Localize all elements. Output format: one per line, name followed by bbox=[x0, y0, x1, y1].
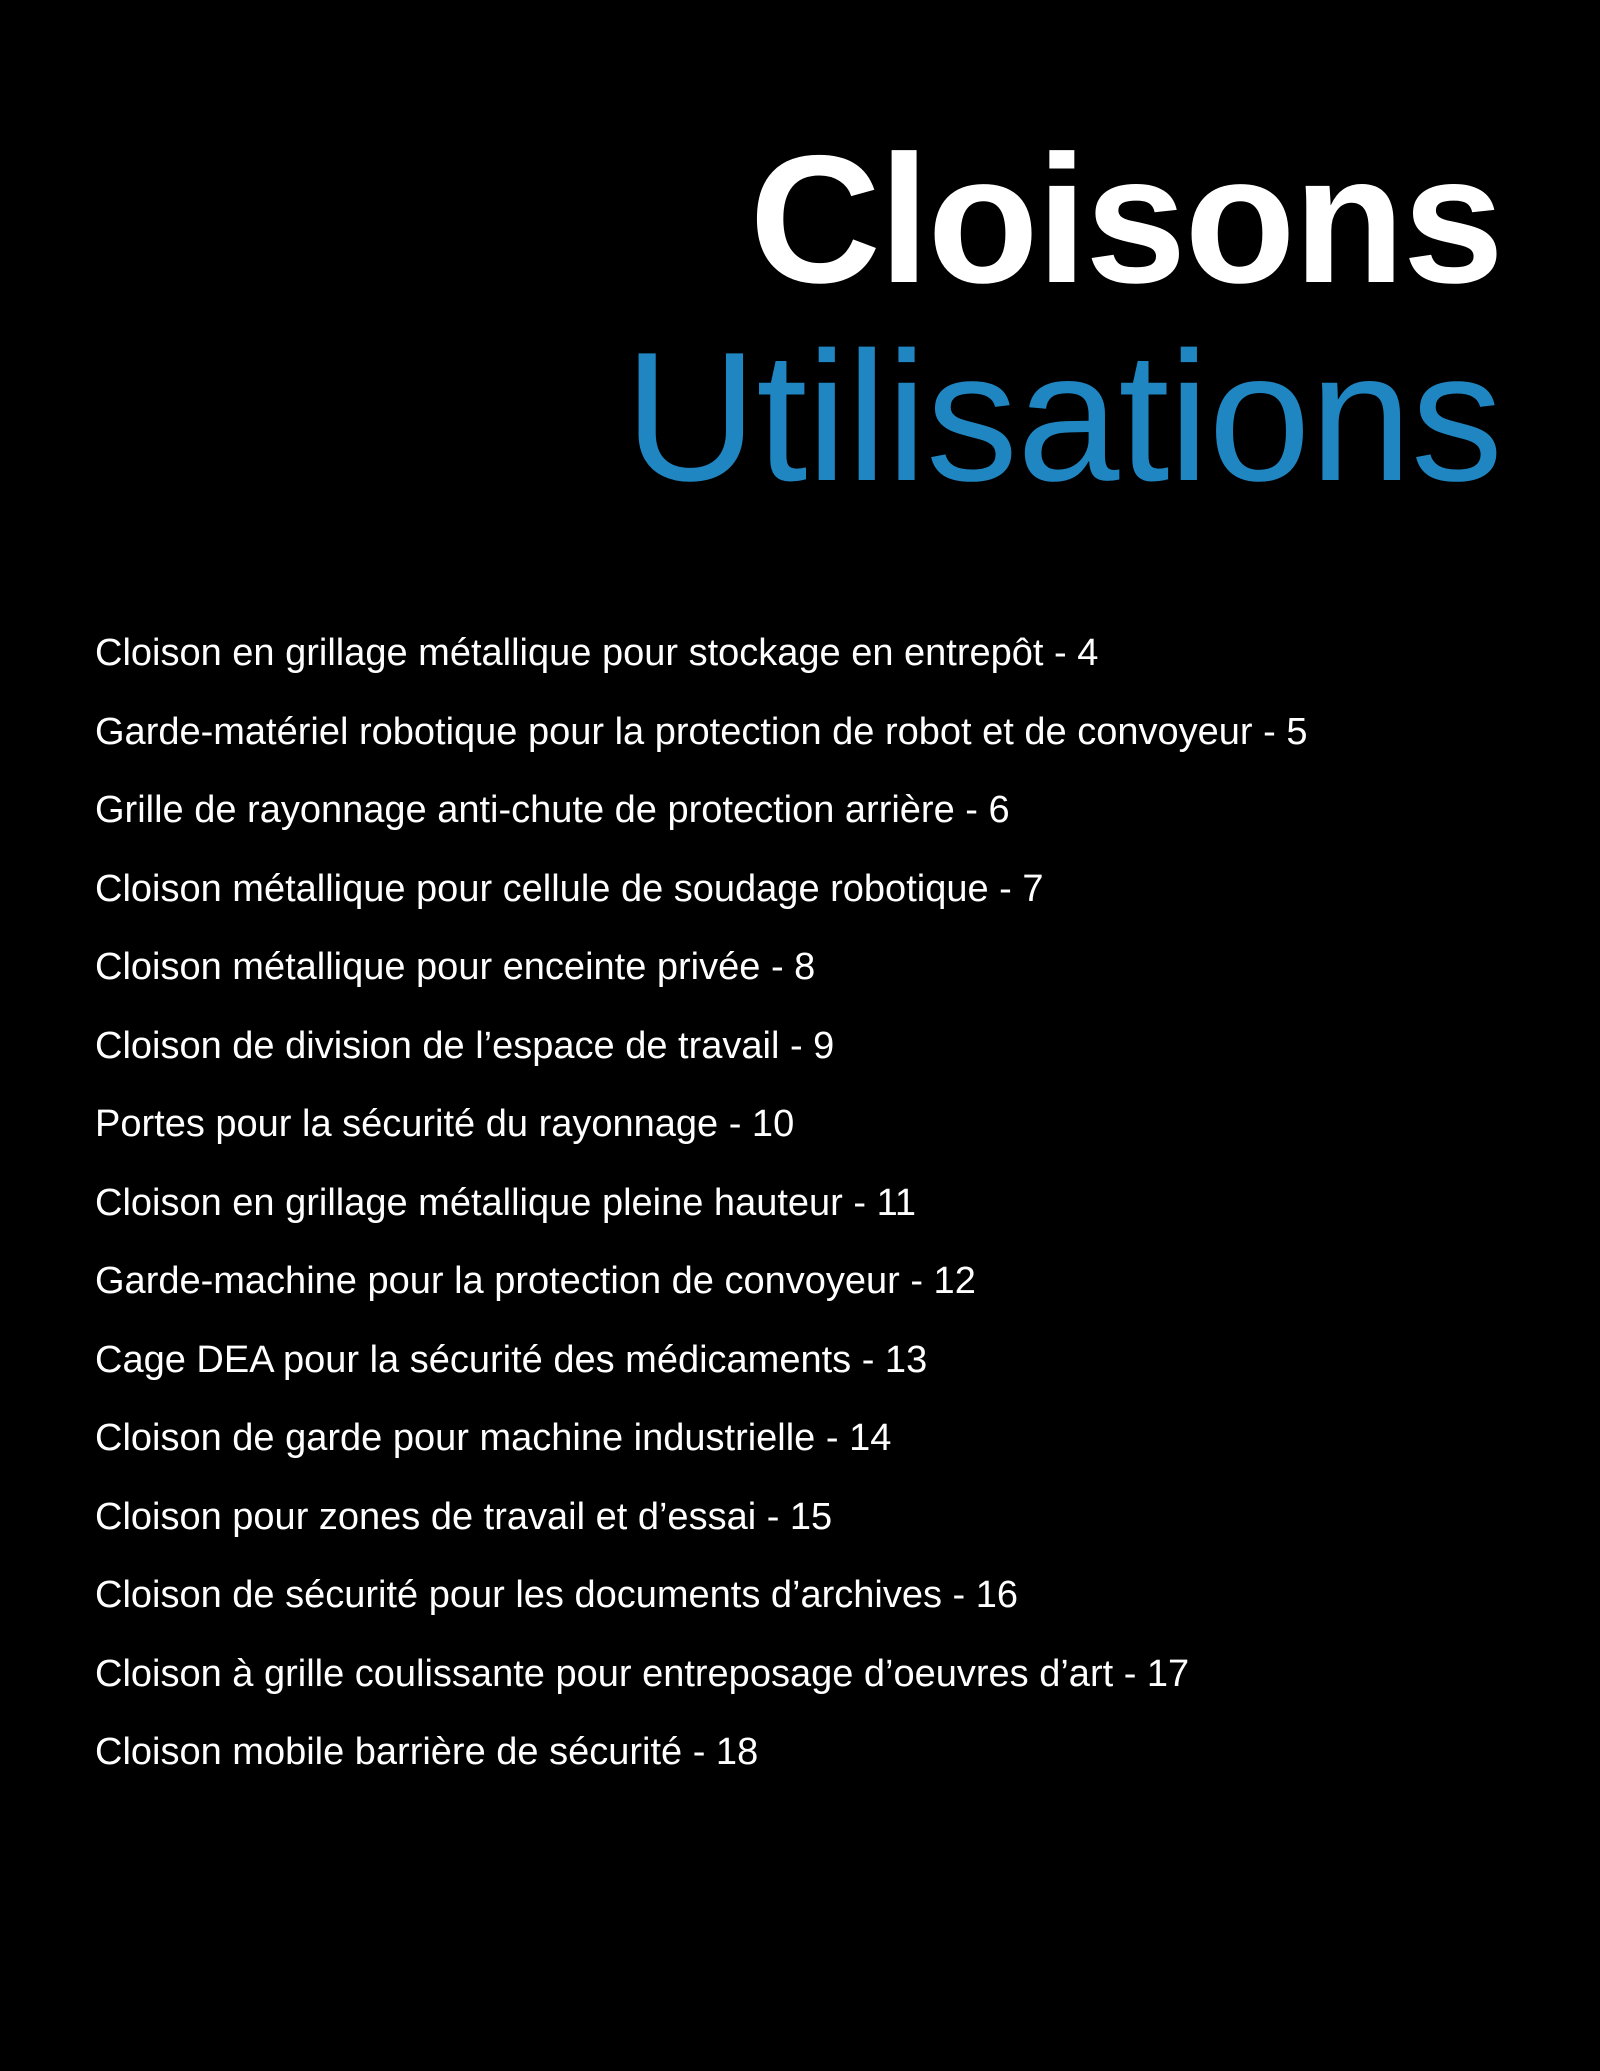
toc-item[interactable]: Cloison métallique pour enceinte privée - 8 bbox=[95, 946, 816, 988]
toc-item[interactable]: Cloison de garde pour machine industrielle - 14 bbox=[95, 1417, 892, 1459]
toc-item[interactable]: Grille de rayonnage anti-chute de protection arrière - 6 bbox=[95, 789, 1010, 831]
toc-item[interactable]: Cloison pour zones de travail et d’essai - 15 bbox=[95, 1495, 833, 1538]
page-title: Cloisons bbox=[749, 117, 1502, 321]
toc-item[interactable]: Cloison en grillage métallique pleine hauteur - 11 bbox=[95, 1181, 917, 1224]
toc-item[interactable]: Cloison métallique pour cellule de soudage robotique - 7 bbox=[95, 867, 1044, 910]
toc-item[interactable]: Cloison de division de l’espace de travail - 9 bbox=[95, 1024, 835, 1067]
toc-item[interactable]: Cloison de sécurité pour les documents d’archives - 16 bbox=[95, 1574, 1019, 1616]
title-block bbox=[624, 117, 1502, 519]
toc-item[interactable]: Portes pour la sécurité du rayonnage - 10 bbox=[95, 1103, 795, 1145]
toc-item[interactable]: Cloison à grille coulissante pour entreposage d’oeuvres d’art - 17 bbox=[95, 1652, 1190, 1695]
toc-item[interactable]: Garde-matériel robotique pour la protection de robot et de convoyeur - 5 bbox=[95, 710, 1308, 753]
toc-item[interactable]: Cloison mobile barrière de sécurité - 18 bbox=[95, 1731, 759, 1773]
toc-item[interactable]: Cloison en grillage métallique pour stockage en entrepôt - 4 bbox=[95, 632, 1099, 674]
page-subtitle: Utilisations bbox=[624, 313, 1502, 519]
toc-item[interactable]: Garde-machine pour la protection de convoyeur - 12 bbox=[95, 1260, 976, 1302]
table-of-contents bbox=[95, 614, 1307, 1792]
toc-item[interactable]: Cage DEA pour la sécurité des médicaments - 13 bbox=[95, 1338, 928, 1381]
